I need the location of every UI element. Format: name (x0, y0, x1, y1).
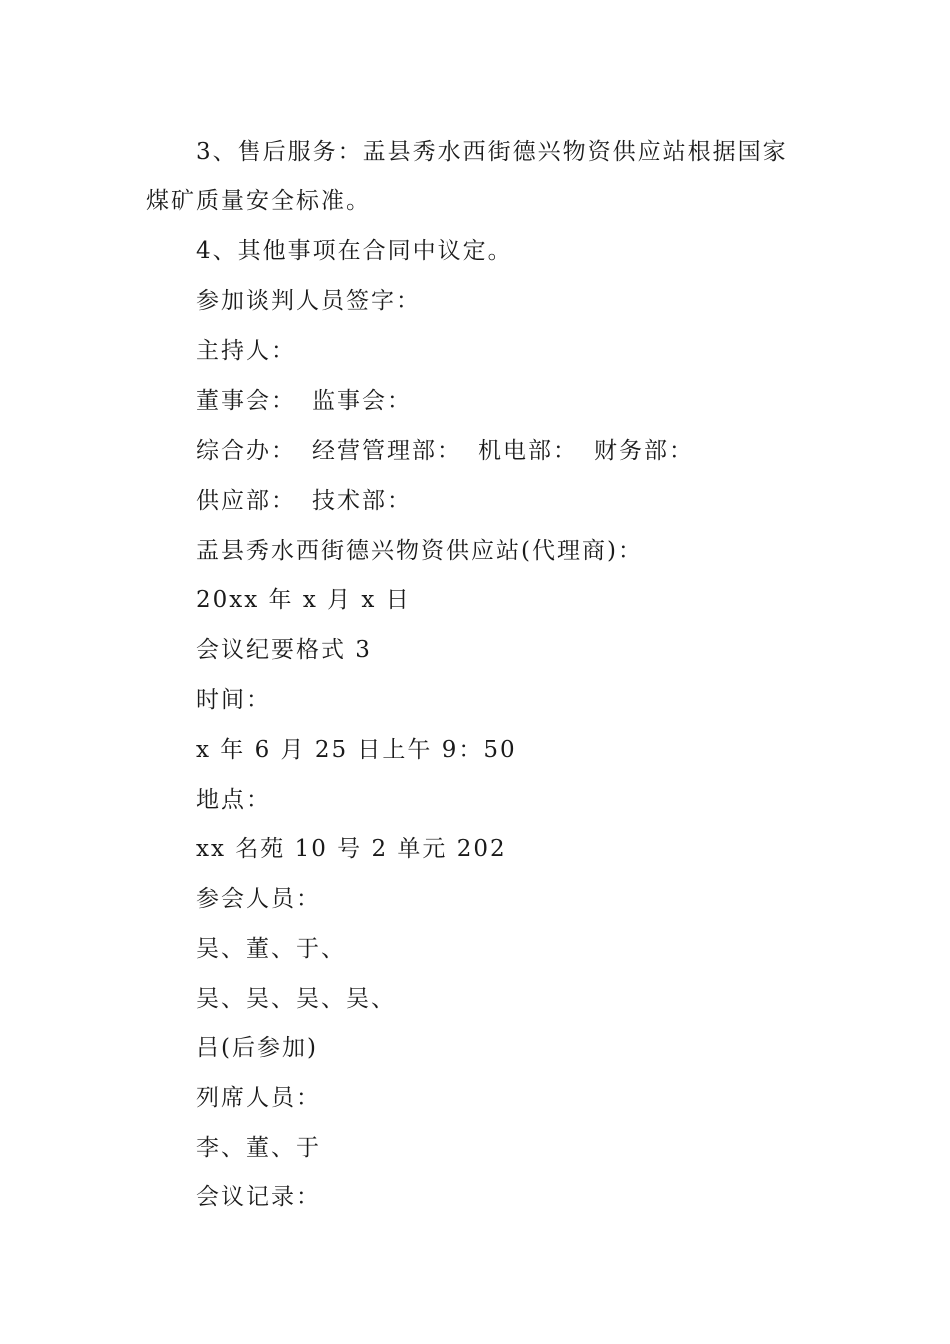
attendees-line-2: 吴、吴、吴、吴、 (196, 986, 396, 1012)
minutes-label: 会议记录： (196, 1184, 321, 1210)
business-management-label: 经营管理部： (312, 438, 462, 464)
paragraph-after-sales-continued: 煤矿质量安全标准。 (146, 188, 371, 214)
time-value: x 年 6 月 25 日上午 9：50 (196, 737, 517, 763)
supply-tech-row (196, 486, 412, 516)
section-title: 会议纪要格式 3 (196, 637, 372, 663)
agent-signature-label: 盂县秀水西街德兴物资供应站(代理商)： (196, 538, 643, 564)
supply-dept-label: 供应部： (196, 488, 296, 514)
attendees-line-3: 吕(后参加) (196, 1035, 318, 1061)
location-value: xx 名苑 10 号 2 单元 202 (196, 836, 507, 862)
date-line: 20xx 年 x 月 x 日 (196, 587, 411, 613)
electromechanical-label: 机电部： (478, 438, 578, 464)
attendees-label: 参会人员： (196, 886, 321, 912)
tech-dept-label: 技术部： (312, 488, 412, 514)
observers-list: 李、董、于 (196, 1135, 321, 1161)
location-label: 地点： (196, 787, 271, 813)
attendees-line-1: 吴、董、于、 (196, 936, 346, 962)
paragraph-other-matters: 4、其他事项在合同中议定。 (196, 238, 513, 264)
supervisory-board-label: 监事会： (312, 388, 412, 414)
host-label: 主持人： (196, 338, 296, 364)
board-label: 董事会： (196, 388, 296, 414)
paragraph-after-sales: 3、售后服务：盂县秀水西街德兴物资供应站根据国家 (196, 139, 788, 165)
departments-row (196, 436, 694, 466)
general-office-label: 综合办： (196, 438, 296, 464)
time-label: 时间： (196, 687, 271, 713)
signature-heading: 参加谈判人员签字： (196, 288, 421, 314)
board-row (196, 386, 412, 416)
observers-label: 列席人员： (196, 1085, 321, 1111)
finance-label: 财务部： (594, 438, 694, 464)
